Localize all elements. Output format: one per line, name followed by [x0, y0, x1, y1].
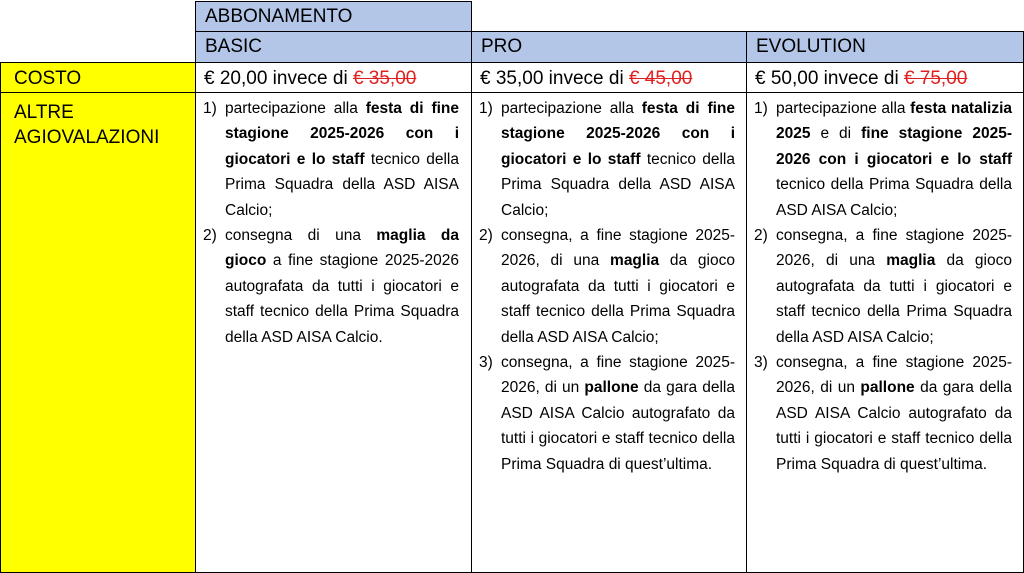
grid-line-top [195, 1, 471, 2]
grid-line-col1 [195, 1, 196, 573]
basic-benefits-list [203, 96, 459, 350]
cost-evolution-price: € 50,00 invece di [755, 68, 904, 89]
basic-benefit-1-text-c: tecnico della Prima Squadra della ASD AISA Calcio; [225, 150, 459, 219]
pro-benefit-1-text-c: tecnico della Prima Squadra della ASD AISA Calcio; [501, 150, 735, 219]
pro-benefit-3-text-a: consegna, a fine stagione 2025-2026, di un [501, 354, 735, 397]
other-benefits-label-line1: ALTRE [14, 102, 74, 123]
cost-row-label: COSTO [14, 68, 82, 89]
evolution-benefit-2-text-c: da gioco autografata da tutti i giocatori e staff tecnico della Prima Squadra della ASD AISA Calcio; [776, 252, 1012, 346]
pro-benefit-2-text-a: consegna, a fine stagione 2025-2026, di una [501, 227, 735, 270]
pro-benefit-1-text-a: partecipazione alla [501, 100, 642, 117]
other-benefits-label [4, 100, 194, 150]
pro-benefit-2-text-c: da gioco autografata da tutti i giocatori e staff tecnico della Prima Squadra della ASD AISA Calcio; [501, 252, 735, 346]
evolution-benefit-1-text-m: e di [810, 125, 862, 143]
cost-evolution-old-price: € 75,00 [903, 68, 968, 89]
basic-benefit-2-text-a: consegna di una [225, 227, 377, 245]
grid-line-col2 [471, 1, 472, 573]
evolution-benefit-3-text [776, 350, 1012, 477]
evolution-benefit-1-text [776, 96, 1012, 223]
pro-benefit-2-text [501, 223, 735, 350]
basic-benefit-2-text [225, 223, 459, 350]
basic-benefit-2-text-bold: maglia da gioco [225, 227, 459, 270]
plan-evolution-header: EVOLUTION [756, 36, 866, 57]
plan-basic-header: BASIC [205, 36, 263, 57]
cost-pro-old-price: € 45,00 [628, 68, 693, 89]
evolution-benefit-1-text-c: tecnico della Prima Squadra della ASD AISA Calcio; [776, 176, 1012, 219]
cost-pro-price: € 35,00 invece di [480, 68, 629, 89]
evolution-benefit-1 [754, 96, 1012, 223]
grid-line-cost-bottom [0, 92, 1024, 93]
pro-benefit-2-number: 2) [479, 227, 493, 245]
pro-benefit-1-number: 1) [479, 100, 493, 117]
evolution-benefit-2 [754, 223, 1012, 350]
evolution-benefit-3-text-c: da gara della ASD AISA Calcio autografato da tutti i giocatori e staff tecnico della Prima Squadra di quest’ultima. [776, 379, 1012, 473]
evolution-benefit-2-text-bold: maglia [886, 252, 936, 270]
pro-benefit-3-number: 3) [479, 354, 493, 372]
evolution-benefit-1-text-bold2: fine stagione 2025-2026 con i giocatori e lo staff [776, 125, 1012, 168]
basic-benefit-2-text-c: a fine stagione 2025-2026 autografata da tutti i giocatori e staff tecnico della Prima Squadra della ASD AISA Calcio. [225, 252, 459, 346]
abbonamento-title: ABBONAMENTO [205, 6, 353, 27]
cost-basic [195, 66, 471, 91]
grid-line-col3 [746, 31, 747, 573]
basic-benefit-2-number: 2) [203, 227, 217, 245]
evolution-benefit-2-number: 2) [754, 227, 768, 245]
pro-benefit-3-text-c: da gara della ASD AISA Calcio autografato da tutti i giocatori e staff tecnico della Prima Squadra di quest’ultima. [501, 379, 735, 473]
grid-line-left [0, 62, 1, 573]
other-benefits-label-line2: AGIOVALAZIONI [14, 127, 160, 148]
evolution-benefit-3 [754, 350, 1012, 477]
evolution-benefit-3-number: 3) [754, 354, 768, 372]
basic-benefit-1-text-a: partecipazione alla [225, 100, 366, 117]
grid-line-header-mid [195, 31, 1024, 32]
pro-benefits-list [479, 96, 735, 477]
evolution-benefit-3-text-bold: pallone [860, 379, 915, 397]
pro-benefit-1-text-bold: festa di fine stagione 2025-2026 con i giocatori e lo staff [501, 100, 735, 168]
basic-benefit-1-text-bold: festa di fine stagione 2025-2026 con i giocatori e lo staff [225, 100, 459, 168]
basic-benefit-1-text [225, 96, 459, 223]
cost-basic-old-price: € 35,00 [352, 68, 417, 89]
pro-benefit-2-text-bold: maglia [610, 252, 660, 270]
basic-benefit-1 [203, 96, 459, 223]
evolution-benefit-2-text-a: consegna, a fine stagione 2025-2026, di una [776, 227, 1012, 270]
basic-benefit-1-number: 1) [203, 100, 217, 117]
basic-benefit-2 [203, 223, 459, 350]
pro-benefit-3 [479, 350, 735, 477]
evolution-benefit-1-number: 1) [754, 100, 768, 117]
evolution-benefit-1-text-bold: festa natalizia 2025 [776, 100, 1013, 143]
evolution-benefits-list [754, 96, 1012, 477]
pro-benefit-2 [479, 223, 735, 350]
plan-pro-header: PRO [481, 36, 523, 57]
grid-line-header-bottom [0, 62, 1024, 63]
evolution-benefit-2-text [776, 223, 1012, 350]
cost-pro [471, 66, 746, 91]
evolution-benefit-1-text-a: partecipazione alla [776, 100, 911, 117]
pro-benefit-3-text [501, 350, 735, 477]
pro-benefit-1-text [501, 96, 735, 223]
pro-benefit-3-text-bold: pallone [584, 379, 639, 397]
cost-evolution [746, 66, 1024, 91]
evolution-benefit-3-text-a: consegna, a fine stagione 2025-2026, di un [776, 354, 1012, 397]
pro-benefit-1 [479, 96, 735, 223]
cost-basic-price: € 20,00 invece di [204, 68, 353, 89]
